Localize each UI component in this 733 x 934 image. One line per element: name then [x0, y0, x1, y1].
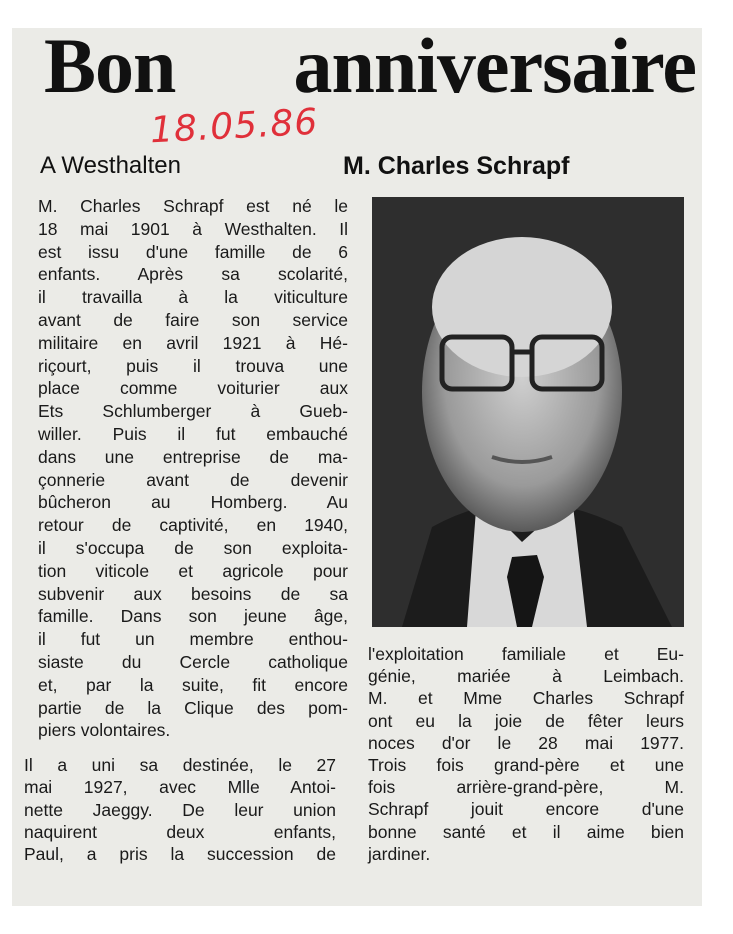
text-line: tion viticole et agricole pour — [38, 560, 348, 581]
headline: Bon anniversaire — [44, 22, 696, 109]
text-line: famille. Dans son jeune âge, — [38, 606, 348, 627]
text-line: willer. Puis il fut embauché — [38, 423, 348, 444]
text-line: militaire en avril 1921 à Hé- — [38, 332, 348, 353]
text-line: fois arrière-grand-père, M. — [368, 777, 684, 798]
text-line: place comme voiturier aux — [38, 378, 348, 399]
text-line: bonne santé et il aime bien — [368, 821, 684, 842]
text-line: dans une entreprise de ma- — [38, 446, 348, 467]
text-line: siaste du Cercle catholique — [38, 651, 348, 672]
text-line: çonnerie avant de devenir — [38, 469, 348, 490]
text-line: ont eu la joie de fêter leurs — [368, 710, 684, 731]
text-line: l'exploitation familiale et Eu- — [368, 644, 684, 664]
text-line: M. et Mme Charles Schrapf — [368, 688, 684, 709]
text-line: retour de captivité, en 1940, — [38, 515, 348, 536]
text-line: noces d'or le 28 mai 1977. — [368, 732, 684, 753]
text-line: Il a uni sa destinée, le 27 — [24, 755, 336, 775]
text-line: Trois fois grand-père et une — [368, 755, 684, 776]
text-line: enfants. Après sa scolarité, — [38, 264, 348, 285]
location-heading: A Westhalten — [40, 152, 181, 179]
text-line: jardiner. — [368, 843, 431, 864]
text-line: partie de la Clique des pom- — [38, 697, 348, 718]
text-line: il fut un membre enthou- — [38, 629, 348, 650]
text-line: subvenir aux besoins de sa — [38, 583, 348, 604]
handwritten-date: 18.05.86 — [149, 101, 320, 152]
text-line: Ets Schlumberger à Gueb- — [38, 401, 348, 422]
text-line: M. Charles Schrapf est né le — [38, 196, 348, 216]
text-line: génie, mariée à Leimbach. — [368, 666, 684, 687]
text-line: Paul, a pris la succession de — [24, 844, 336, 865]
paragraph-2 — [24, 754, 336, 865]
text-line: riçourt, puis il trouva une — [38, 355, 348, 376]
subject-heading: M. Charles Schrapf — [343, 152, 570, 180]
text-line: Schrapf jouit encore d'une — [368, 799, 684, 820]
text-line: avant de faire son service — [38, 309, 348, 330]
portrait-photo — [372, 197, 684, 627]
text-line: 18 mai 1901 à Westhalten. Il — [38, 218, 348, 239]
text-line: nette Jaeggy. De leur union — [24, 799, 336, 820]
text-line: piers volontaires. — [38, 720, 171, 741]
text-line: bûcheron au Homberg. Au — [38, 492, 348, 513]
text-line: est issu d'une famille de 6 — [38, 241, 348, 262]
paragraph-1 — [38, 195, 348, 742]
paragraph-3 — [368, 643, 684, 865]
text-line: il s'occupa de son exploita- — [38, 537, 348, 558]
text-line: naquirent deux enfants, — [24, 821, 336, 842]
text-line: et, par la suite, fit encore — [38, 674, 348, 695]
text-line: il travailla à la viticulture — [38, 287, 348, 308]
text-line: mai 1927, avec Mlle Antoi- — [24, 777, 336, 798]
